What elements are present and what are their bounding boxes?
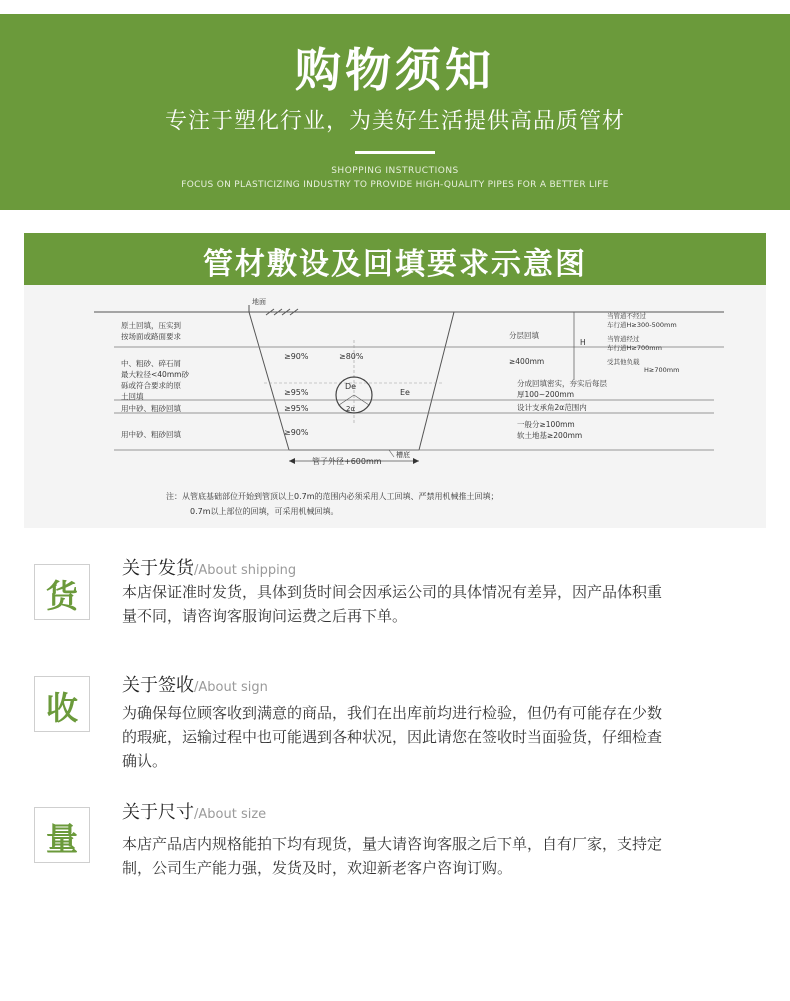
label-r-layer: 分层回填 (509, 331, 539, 340)
diagram-note-2: 0.7m以上部位的回填，可采用机械回填。 (190, 507, 339, 516)
body-line: 为确保每位顾客收到满意的商品，我们在出库前均进行检验，但仍有可能存在少数 (122, 704, 663, 722)
body-line: 本店保证准时发货，具体到货时间会因承运公司的具体情况有差异，因产品体积重 (122, 583, 663, 601)
label-r-c1: 分成回填密实，夯实后每层 (517, 379, 607, 388)
body-line: 的瑕疵，运输过程中也可能遇到各种状况，因此请您在签收时当面验货，仔细检查 (122, 728, 663, 746)
english-heading: SHOPPING INSTRUCTIONS (331, 166, 459, 176)
section-title-cn: 关于发货 (122, 558, 194, 579)
label-r-h: H (580, 338, 586, 347)
diagram-header (24, 233, 766, 285)
label-layer4: 用中砂、粗砂回填 (121, 430, 181, 439)
section-title (122, 554, 296, 580)
label-p90a: ≥90% (284, 352, 309, 361)
section-title-cn: 关于尺寸 (122, 802, 194, 823)
section-title (122, 671, 268, 697)
label-ground: 地面 (252, 298, 266, 306)
label-layer3: 用中砂、粗砂回填 (121, 404, 181, 413)
label-r-c5: 软土地基≥200mm (517, 431, 583, 440)
section-title-en: /About shipping (194, 563, 297, 578)
shipping-icon-char: 货 (45, 577, 78, 615)
label-de: De (345, 382, 357, 391)
section-title (122, 798, 266, 824)
pipe-backfill-diagram (24, 285, 766, 528)
label-p80: ≥80% (339, 352, 364, 361)
body-line: 量不同，请咨询客服询问运费之后再下单。 (122, 607, 408, 625)
size-icon-char: 量 (45, 820, 78, 858)
hero-banner (0, 14, 790, 210)
section-body (122, 832, 746, 880)
diagram-drawing (24, 285, 766, 528)
body-line: 确认。 (122, 752, 168, 770)
label-p90b: ≥90% (284, 428, 309, 437)
label-layer1b: 按场面或路面要求 (121, 332, 181, 341)
label-r-t6: H≥700mm (644, 366, 680, 374)
label-r-t2: 车行道H≥300-500mm (607, 321, 677, 329)
body-line: 制，公司生产能力强，发货及时，欢迎新老客户咨询订购。 (122, 859, 513, 877)
label-r-t1: 当管道不经过 (607, 312, 646, 320)
label-r-400: ≥400mm (509, 357, 545, 366)
label-layer2c: 砾或符合要求的原 (121, 381, 181, 390)
label-layer2a: 中、粗砂、碎石屑 (121, 359, 181, 368)
label-p95b: ≥95% (284, 404, 309, 413)
size-icon (34, 807, 90, 863)
section-title-en: /About size (194, 807, 267, 822)
label-width: 管子外径+600mm (312, 457, 382, 466)
section-body (122, 701, 746, 773)
label-layer2d: 土回填 (121, 392, 144, 401)
diagram-note-1: 注：从管底基础部位开始到管顶以上0.7m的范围内必须采用人工回填、严禁用机械推土回填； (166, 492, 499, 501)
shipping-icon (34, 564, 90, 620)
title-divider (355, 151, 435, 154)
label-layer1a: 原土回填，压实到 (121, 321, 181, 330)
label-r-c2: 厚100~200mm (517, 390, 575, 399)
label-ee: Ee (400, 388, 410, 397)
label-layer2b: 最大粒径<40mm砂 (121, 370, 189, 379)
section-body (122, 580, 746, 628)
page-subtitle: 专注于塑化行业，为美好生活提供高品质管材 (164, 109, 625, 134)
label-r-c3: 设计支承角2α范围内 (517, 403, 587, 412)
section-title-cn: 关于签收 (122, 675, 194, 696)
label-r-t3: 当管道经过 (607, 335, 640, 343)
label-p95a: ≥95% (284, 388, 309, 397)
label-r-t4: 车行道H≥700mm (607, 344, 662, 352)
label-alpha: 2α (346, 405, 356, 413)
signing-icon (34, 676, 90, 732)
label-r-c4: 一般分≥100mm (517, 420, 575, 429)
page-title: 购物须知 (295, 43, 495, 97)
label-groove: 槽底 (396, 451, 410, 459)
body-line: 本店产品店内规格能拍下均有现货，量大请咨询客服之后下单，自有厂家，支持定 (122, 835, 663, 853)
english-slogan: FOCUS ON PLASTICIZING INDUSTRY TO PROVIDE HIGH-QUALITY PIPES FOR A BETTER LIFE (181, 180, 609, 190)
label-r-t5: 受其他负载 (607, 358, 640, 366)
signing-icon-char: 收 (45, 689, 78, 727)
section-title-en: /About sign (194, 680, 268, 695)
diagram-title: 管材敷设及回填要求示意图 (203, 247, 587, 282)
